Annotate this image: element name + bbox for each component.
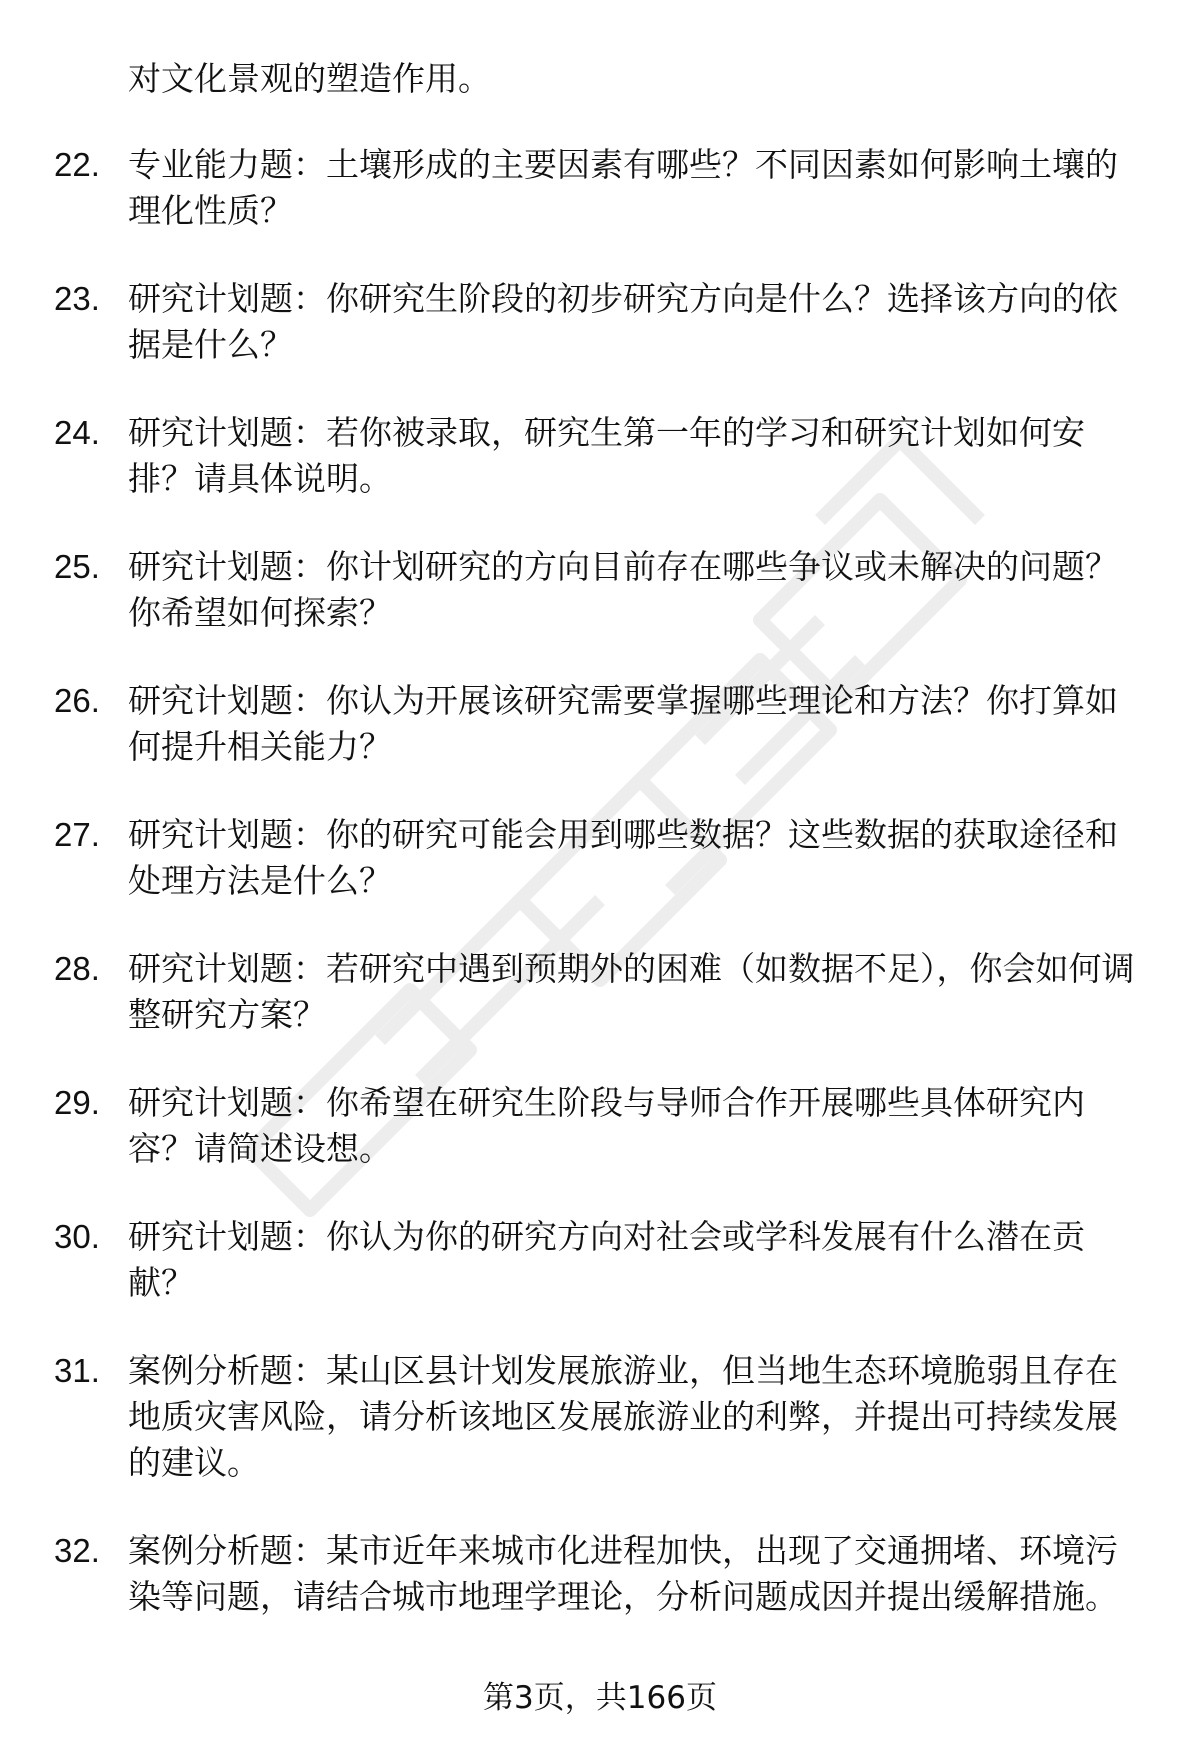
question-item	[0, 1214, 1138, 1306]
question-text: 专业能力题：土壤形成的主要因素有哪些？不同因素如何影响土壤的理化性质？	[128, 145, 1118, 230]
question-text: 案例分析题：某山区县计划发展旅游业，但当地生态环境脆弱且存在地质灾害风险，请分析该地区发展旅游业的利弊，并提出可持续发展的建议。	[128, 1351, 1118, 1482]
question-text: 研究计划题：若研究中遇到预期外的困难（如数据不足），你会如何调整研究方案？	[128, 949, 1135, 1034]
question-item	[0, 812, 1138, 904]
question-item	[0, 276, 1138, 368]
question-text: 研究计划题：你的研究可能会用到哪些数据？这些数据的获取途径和处理方法是什么？	[128, 815, 1118, 900]
question-number: 25.	[54, 548, 100, 585]
question-number: 31.	[54, 1352, 100, 1389]
continuation-text: 对文化景观的塑造作用。	[128, 59, 491, 98]
question-item	[0, 544, 1138, 636]
question-item	[0, 678, 1138, 770]
question-text: 研究计划题：若你被录取，研究生第一年的学习和研究计划如何安排？请具体说明。	[128, 413, 1085, 498]
question-list	[0, 142, 1200, 1662]
question-item	[0, 946, 1138, 1038]
question-number: 28.	[54, 950, 100, 987]
question-text: 研究计划题：你研究生阶段的初步研究方向是什么？选择该方向的依据是什么？	[128, 279, 1118, 364]
question-number: 32.	[54, 1532, 100, 1569]
question-item	[0, 1528, 1138, 1620]
question-text: 研究计划题：你希望在研究生阶段与导师合作开展哪些具体研究内容？请简述设想。	[128, 1083, 1085, 1168]
question-number: 26.	[54, 682, 100, 719]
question-text: 研究计划题：你认为你的研究方向对社会或学科发展有什么潜在贡献？	[128, 1217, 1085, 1302]
question-number: 27.	[54, 816, 100, 853]
question-number: 30.	[54, 1218, 100, 1255]
question-text: 研究计划题：你计划研究的方向目前存在哪些争议或未解决的问题？你希望如何探索？	[128, 547, 1118, 632]
question-number: 24.	[54, 414, 100, 451]
question-text: 研究计划题：你认为开展该研究需要掌握哪些理论和方法？你打算如何提升相关能力？	[128, 681, 1118, 766]
question-number: 22.	[54, 146, 100, 183]
question-item	[0, 1080, 1138, 1172]
page-footer: 第3页，共166页	[483, 1680, 717, 1716]
question-item	[0, 142, 1138, 234]
question-text: 案例分析题：某市近年来城市化进程加快，出现了交通拥堵、环境污染等问题，请结合城市地理学理论，分析问题成因并提出缓解措施。	[128, 1531, 1118, 1616]
question-number: 29.	[54, 1084, 100, 1121]
question-item	[0, 1348, 1138, 1486]
question-item	[0, 410, 1138, 502]
question-number: 23.	[54, 280, 100, 317]
